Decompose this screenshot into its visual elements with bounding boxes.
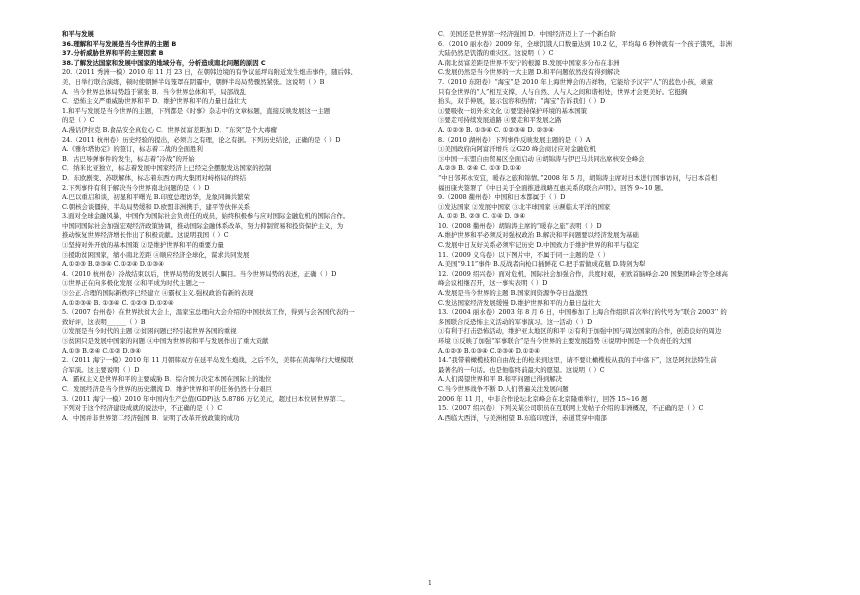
page-number: 1 xyxy=(428,580,432,587)
text-line: 15.（2007 绍兴卷）下列关某公司职员在互联网上发帖子介绍的非洲概况，不正确的是（ ）C xyxy=(438,404,704,413)
text-line: A．当今世界总体局势趋于紧张 B．当今世界总体和平，局部战乱 xyxy=(62,87,246,96)
text-line: ①要吸收一切外来文化 ②要坚持保护环境的基本国策 xyxy=(438,106,588,115)
text-line: 14.“我带着橄榄枝和自由战士的枪来到这里，请不要让橄榄枝从我的手中落下”，这是阿拉法特生前 xyxy=(438,356,717,365)
text-line: C．发展经济是当今世界的历史潮流 D．维护世界和平的任务仍然十分艰巨 xyxy=(62,384,273,393)
text-line: A.发展是当今世界的主题 B.国家间资源争夺日益激烈 xyxy=(438,289,588,298)
text-line: A.②③ B. ②④ C. ①③ D.①④ xyxy=(438,164,521,173)
text-line: 和平与发展 xyxy=(62,30,94,38)
text-line: A.①③ B.②④ C.①② D.③④ xyxy=(62,346,141,355)
text-line: 下列对于这个经济建设成就的说法中，不正确的是（ ）C xyxy=(62,404,223,413)
text-line: 福田康夫签署了《中日关于全面推进战略互惠关系的联合声明》。回答 9~10 题。 xyxy=(438,183,668,192)
text-line: 中国同国际社会加强宏观经济政策协调，推动国际金融体系改革，努力抑制贸易和投资保护主义，为 xyxy=(62,221,344,230)
text-line: 3.面对全球金融风暴，中国作为国际社会负责任的成员，始终积极参与应对国际金融危机的国际合作。 xyxy=(62,212,350,221)
text-line: A.漫话伊拉克 B.食品安全真危心 C．世界贫富差距加 D．“东突”是个大毒瘤 xyxy=(62,125,277,134)
text-line: 36.理解和平与发展是当今世界的主题 B xyxy=(62,39,177,48)
text-line: C．恐怖主义严重威胁世界和平 D．维护世界和平的力量日益壮大 xyxy=(62,97,247,106)
text-line: ③贫困只是发展中国家的问题 ④中国为世界的和平与发展作出了重大贡献 xyxy=(62,337,269,345)
text-line: A.巴以重启和谈，初显和平曙光 B.印度总理访华，龙象同舞共繁荣 xyxy=(62,193,250,202)
text-line: ③要走可持续发展道路 ④要走和平发展之路 xyxy=(438,116,562,125)
text-line: ③中国一东盟自由贸易区全面启动 ④胡锦涛与伊巴马共同出席核安全峰会 xyxy=(438,154,645,163)
right-column xyxy=(438,30,810,423)
text-line: A.①②③④ B. ①③④ C. ①②③ D.①②④ xyxy=(62,298,174,307)
text-line: A.《雅尔塔协定》的签订，标志着二战的全面胜利 xyxy=(62,145,203,154)
left-column xyxy=(62,30,434,423)
text-line: A.维护世界和平必须反对强权政治 B.解决和平问题要以经济发展为基础 xyxy=(438,231,639,240)
text-line: ①坚持对外开放的基本国策 ②是维护世界和平的重要力量 xyxy=(62,241,224,250)
text-line: 的是（ ）C xyxy=(62,116,95,125)
text-line: C.发展仍然是当今世界的一大主题 D.和平问题依然没有得到解决 xyxy=(438,68,620,77)
text-line: 4.（2010 杭州卷）冷战结束以后，世界局势的发展引人瞩目。当今世界局势的表述，正确（ ）D xyxy=(62,269,337,278)
text-line: ③公正.合理的国际新秩序已经建立 ④霸权主义.强权政治有新的表现 xyxy=(62,289,254,298)
text-line: A．中国并非世界第二经济强国 B．证明了改革开放政策的成功 xyxy=(62,413,240,422)
text-line: 峰会议相继召开，这一事实表明（ ）D xyxy=(438,279,548,288)
text-line: A．霸权主义是世界和平的主要威胁 B．综合国力决定本国在国际上的地位 xyxy=(62,375,272,384)
text-line: A.美国“9.11”事件 B.反战者向枪口插鲜花 C.把手雷做成花瓶 D.铸剑为犁 xyxy=(438,260,646,269)
text-line: 1.和平与发展是当今世界的主题，下列都是《时事》杂志中的文章标题，直接反映发展这一主题 xyxy=(62,106,331,115)
text-line: 8.（2010 湖州卷）下列事件反映发展主题的是（ ）A xyxy=(438,135,591,144)
text-line: ③援助贫困国家，缩小南北差距 ④顺应经济全球化，谋求共同发展 xyxy=(62,250,250,259)
text-line: 环境 ③反映了加强“军事联合”是当今世界的主要发展趋势 ④说明中国是一个负责任的大国 xyxy=(438,337,692,345)
text-line: 抬头，双手伸展，显示包容和热情；“海宝”告诉我们（ ）D xyxy=(438,97,606,106)
text-line: 最著名的一句话。也是他临终前最大的愿望。这说明（ ）C xyxy=(438,365,605,374)
text-line: 合军演。这主要说明（ ）D xyxy=(62,365,140,374)
text-line: 20.（2011 秀洲一模）2010 年 11 月 23 日，在朝韩边境的有争议延坪岛附近发生炮击事件，随后韩、 xyxy=(62,68,357,77)
text-line: A.西临大西洋，与美洲相望 B.东临印度洋，赤道贯穿中南部 xyxy=(438,413,607,422)
text-line: A.①②③ B.②③④ C.①②④ D.①③④ xyxy=(62,260,164,269)
text-line: 6．（2010 丽水卷）2009 年，全球饥饿人口数量达到 10.2 亿，平均每 6 秒钟就有一个孩子饿死，非洲 xyxy=(438,39,732,48)
text-line: D．东欧剧变、苏联解体，标志着东西方两大集团对峙格局的终结 xyxy=(62,173,247,182)
text-line: 38.了解发达国家和发展中国家的地域分布，分析造成南北问题的原因 C xyxy=(62,58,266,67)
text-line: 13.（2004 丽水卷）2003 年 8 月 6 日，中国参加了上海合作组织首次举行的代号为“联合 2003’’ 的 xyxy=(438,308,727,317)
text-line: C.发达国家经济发展缓慢 D.维护世界和平的力量日益壮大 xyxy=(438,298,601,307)
text-line: A. ①② B. ②③ C. ①④ D. ③④ xyxy=(438,212,526,221)
text-line: ①发展是当今时代的主题 ②贫困问题已经引起世界各国的重视 xyxy=(62,327,237,336)
text-line: 多国联合反恐怖主义活动的军事演习。这一活动（ ）D xyxy=(438,317,593,326)
text-line: 10.（2008 衢州卷）胡锦涛主席的“暖春之旅”表明（ ）D xyxy=(438,221,602,230)
text-line: ①世界正在向多极化发展 ②和平成为时代主题之一 xyxy=(62,279,205,288)
text-line: C.朝核会谈僵持，半岛局势缓和 D.欧盟非洲携手，建平等伙伴关系 xyxy=(62,202,251,211)
text-line: 2.下列事件有利于解决当今世界南北问题的是（ ）D xyxy=(62,183,210,192)
text-line: A.南北贫富差距是世界不安宁的根源 B.发展中国家多分布在非洲 xyxy=(438,58,620,67)
text-line: ①有利于打击恐怖活动，维护亚太地区的和平 ②有利于加强中国与周边国家的合作，创造良好的周边 xyxy=(438,327,722,336)
text-line: 7.（2010 东阳卷）“海宝”是 2010 年上海世博会的吉祥物，它能给予汉字“人”的蓝色小孩，顽童 xyxy=(438,77,714,86)
text-line: 24.（2011 杭州卷）历史经验的提出，必须言之有理，论之有据。下列历史结论，正确的是（ ）D xyxy=(62,135,341,144)
text-line: 只有全世界的“人”相互支撑，人与自然、人与人之间和谐相处，世界才会更美好。它挺胸 xyxy=(438,87,688,96)
text-line: C.当今世界战争不断 D.人们普遍关注发展问题 xyxy=(438,384,569,393)
text-line: ①发达国家 ②发展中国家 ③北半球国家 ④濒临太平洋的国家 xyxy=(438,202,611,211)
text-line: A.①②③ B.①③④ C.②③④ D.①②④ xyxy=(438,346,540,355)
text-line: “中日邻邦永安宜，暖春之旅和锦情。”2008 年 5 月，胡锦涛主席对日本进行国事访问，与日本首相 xyxy=(438,173,717,182)
text-line: C．美国还是世界第一经济强国 D．中国经济迈上了一个新台阶 xyxy=(438,30,617,38)
text-line: 11.（2009 义乌卷）以下图片中，不属于同一主题的是（ ） xyxy=(438,250,610,259)
text-line: 推动恢复世界经济增长作出了积极贡献。这说明我国（ ）C xyxy=(62,231,229,240)
text-line: A. ①②③ B. ①③④ C. ①②③④ D. ②③④ xyxy=(438,125,554,134)
text-line: 大陆仍然是饥饿的重灾区。这说明（ ）C xyxy=(438,49,554,58)
text-line: 9.（2008 衢州卷）中国和日本都属于（ ）D xyxy=(438,193,566,202)
text-line: 2.（2011 海宁一模）2010 年 11 月朝韩双方在延平岛发生炮战，之后不久，美韩在黄海举行大规模联 xyxy=(62,356,354,365)
text-line: 3.（2011 海宁一模）2010 年中国内生产总值(GDP)达 5.8786 万亿美元，超过日本位居世界第二。 xyxy=(62,394,349,403)
text-line: ①美国政府向阿富汗增兵 ②G20 峰会商讨应对金融危机 xyxy=(438,145,596,154)
text-line: A.人们渴望世界和平 B.和平问题已得到解决 xyxy=(438,375,563,384)
text-line: 5.（2007 台州卷）在世界扶贫大会上，温家宝总理向大会介绍的中国扶贫工作，得到与会各国代表的一 xyxy=(62,308,355,317)
text-line: 2006 年 11 月，中非合作论坛北京峰会在北京隆重举行，回答 15~16 题 xyxy=(438,394,648,403)
text-line: 37.分析威胁世界和平的主要因素 B xyxy=(62,49,164,58)
text-line: C.发展中日友好关系必须牢记历史 D.中国致力于维护世界的和平与稳定 xyxy=(438,241,639,250)
text-line: 致好评，这表明______（ ）B xyxy=(62,317,146,326)
text-line: 12.（2009 绍兴卷）面对危机，国际社会加强合作，共度时艰，亚欧首脑峰会.20 国集团峰会等全球高 xyxy=(438,269,728,278)
text-line: 美、日举行联合演练，顿时使朝鲜半岛笼罩在阴霾中，朝鲜半岛局势骤然紧张。这说明（ ）B xyxy=(62,77,325,86)
text-line: C．纳米比亚独立，标志着发展中国家经济上已经完全摆脱发达国家的控制 xyxy=(62,164,272,173)
text-line: B．古巴导弹事件的发生，标志着“冷战”的开始 xyxy=(62,154,195,163)
